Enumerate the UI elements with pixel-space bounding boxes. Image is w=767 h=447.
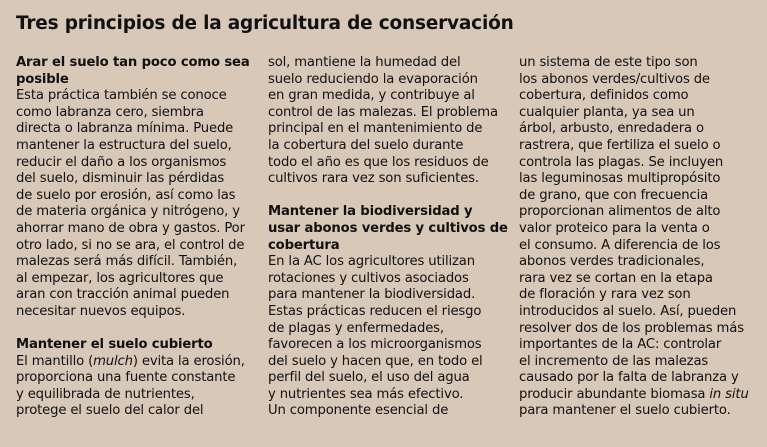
body-line: abonos verdes tradicionales, [519,254,705,270]
body-line: protege el suelo del calor del [16,403,204,419]
body-line: otro lado, si no se ara, el control de [16,237,245,253]
column-1 [16,55,266,420]
body-line: cualquier planta, ya sea un [519,104,695,120]
body-line: de floración y rara vez son [519,287,691,303]
body-line: suelo reduciendo la evaporación [268,71,478,87]
body-line: el incremento de las malezas [519,353,709,369]
page-title: Tres principios de la agricultura de conservación [16,13,514,34]
body-line: árbol, arbusto, enredadera o [519,121,704,137]
body-line: las leguminosas multipropósito [519,171,721,187]
body-line: resolver dos de los problemas más [519,320,744,336]
body-line: la cobertura del suelo durante [268,137,464,153]
body-line: como labranza cero, siembra [16,104,204,120]
body-line: causado por la falta de labranza y [519,370,739,386]
body-line: sol, mantiene la humedad del [268,55,461,70]
body-line: rastrera, que fertiliza el suelo o [519,137,721,153]
body-line: de materia orgánica y nitrógeno, y [16,204,240,220]
body-line: y equilibrada de nutrientes, [16,386,195,402]
body-line: los abonos verdes/cultivos de [519,71,710,87]
body-line: del suelo, disminuir las pérdidas [16,171,225,187]
body-line: necesitar nuevos equipos. [16,303,186,319]
section-heading: usar abonos verdes y cultivos de [268,220,508,236]
body-line: y nutrientes sea más efectivo. [268,386,464,402]
italic-term: in situ [709,386,749,402]
body-text: El mantillo ( [16,353,94,369]
body-line: rotaciones y cultivos asociados [268,270,469,286]
body-line: favorecen a los microorganismos [268,337,482,353]
body-text: producir abundante biomasa [519,386,710,402]
body-line [16,354,266,371]
body-line: para mantener el suelo cubierto. [519,403,731,419]
body-line: proporciona una fuente constante [16,370,236,386]
body-line: al empezar, los agricultores que [16,270,224,286]
body-line: control de las malezas. El problema [268,104,498,120]
body-line: Un componente esencial de [268,403,449,419]
body-line: el consumo. A diferencia de los [519,237,721,253]
body-line: valor proteico para la venta o [519,220,710,236]
body-line: de plagas y enfermedades, [268,320,444,336]
section-heading: Mantener el suelo cubierto [16,337,213,353]
body-line: Estas prácticas reducen el riesgo [268,303,482,319]
section-heading: cobertura [268,237,340,253]
body-line: mantener la estructura del suelo, [16,137,232,153]
body-line [519,387,767,404]
body-line: introducidos al suelo. Así, pueden [519,303,737,319]
body-line: ahorrar mano de obra y gastos. Por [16,220,245,236]
body-line: cultivos rara vez son suficientes. [268,171,479,187]
body-line: proporcionan alimentos de alto [519,204,721,220]
body-line: directa o labranza mínima. Puede [16,121,234,137]
body-line: todo el año es que los residuos de [268,154,489,170]
body-line: para mantener la biodiversidad. [268,287,476,303]
column-3 [519,55,767,420]
body-line: del suelo y hacen que, en todo el [268,353,483,369]
body-line: en gran medida, y contribuye al [268,88,475,104]
body-line: En la AC los agricultores utilizan [268,254,475,270]
body-line: perfil del suelo, el uso del agua [268,370,470,386]
section-heading: posible [16,71,69,87]
body-line: un sistema de este tipo son [519,55,698,70]
section-heading: Arar el suelo tan poco como sea [16,55,250,70]
section-heading: Mantener la biodiversidad y [268,204,473,220]
body-line: de grano, que con frecuencia [519,187,709,203]
body-line: aran con tracción animal pueden [16,287,230,303]
body-line: importantes de la AC: controlar [519,337,722,353]
body-line: rara vez se cortan en la etapa [519,270,713,286]
body-line: principal en el mantenimiento de [268,121,483,137]
body-line: Esta práctica también se conoce [16,88,227,104]
body-line: controla las plagas. Se incluyen [519,154,724,170]
body-line: reducir el daño a los organismos [16,154,227,170]
body-line: malezas será más difícil. También, [16,254,238,270]
body-line: de suelo por erosión, así como las [16,187,236,203]
body-text: ) evita la erosión, [132,353,245,369]
column-2 [268,55,518,420]
body-line: cobertura, definidos como [519,88,689,104]
italic-term: mulch [93,353,133,369]
